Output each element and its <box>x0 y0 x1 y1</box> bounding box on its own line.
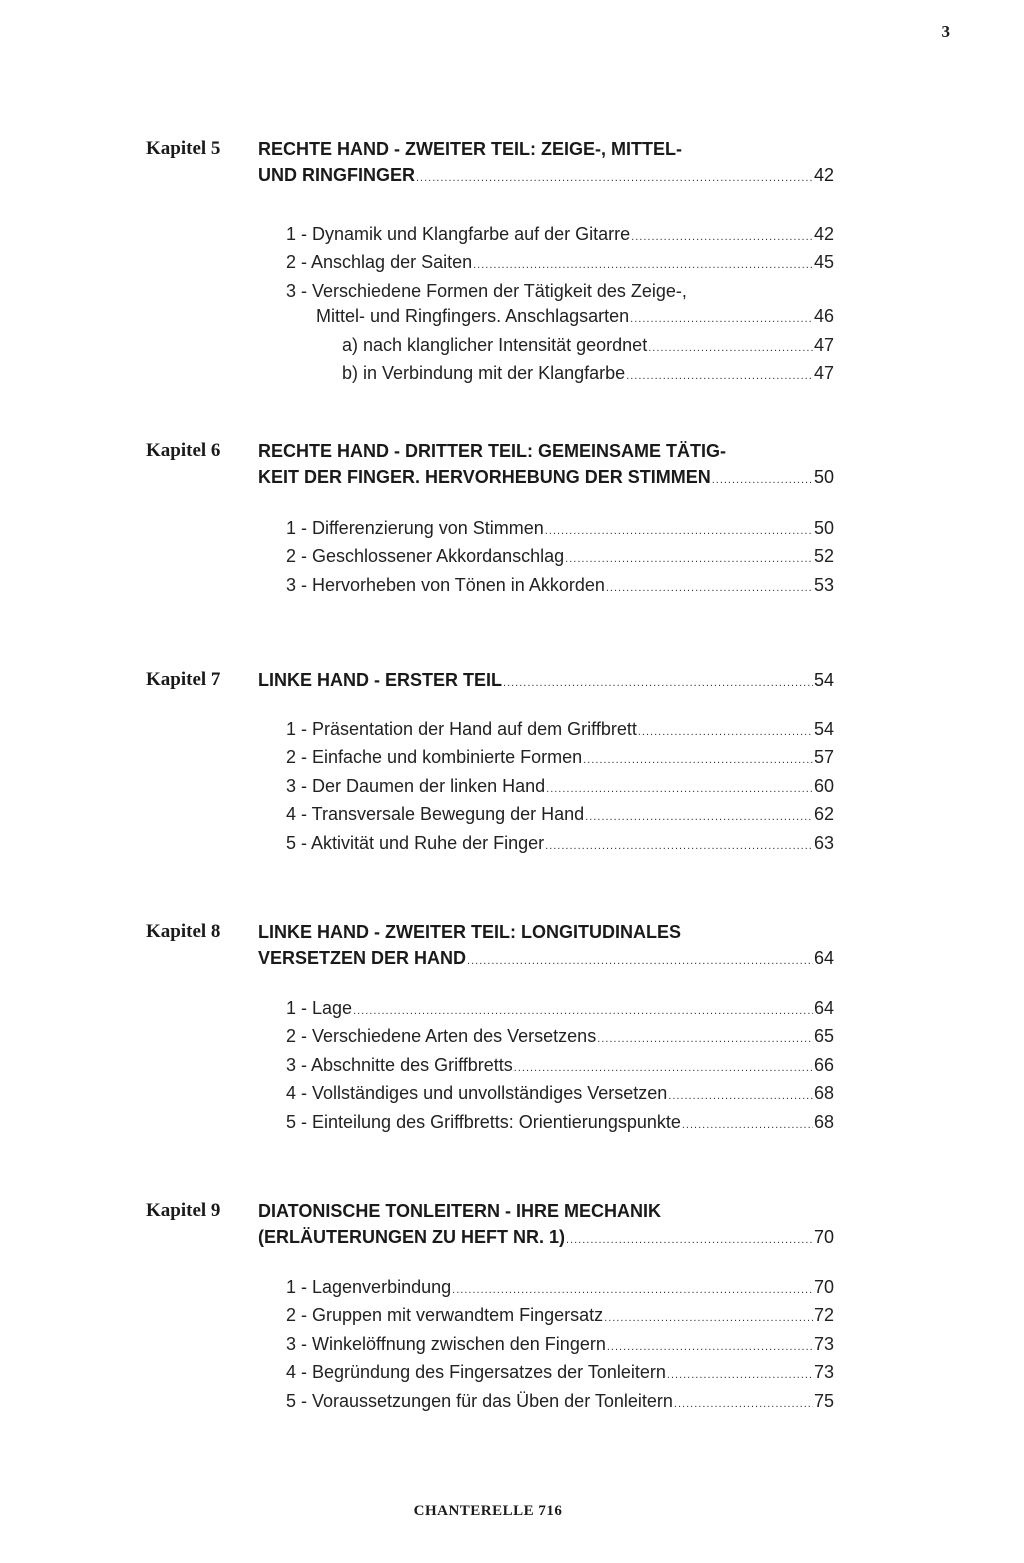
section-entry <box>286 745 834 773</box>
dot-leader <box>473 253 813 278</box>
section-page-number: 75 <box>813 1390 834 1411</box>
dot-leader <box>682 1113 813 1138</box>
dot-leader <box>712 467 813 493</box>
dot-leader <box>585 805 813 830</box>
section-page-number: 60 <box>813 775 834 796</box>
footer-publisher: CHANTERELLE 716 <box>413 1503 563 1519</box>
section-entry <box>286 1275 834 1303</box>
chapter-title-line: LINKE HAND - ZWEITER TEIL: LONGITUDINALES <box>258 922 681 942</box>
dot-leader <box>503 670 813 696</box>
chapter-title-line: DIATONISCHE TONLEITERN - IHRE MECHANIK <box>258 1201 662 1221</box>
chapter-label: Kapitel 6 <box>146 440 221 461</box>
chapter-title-line <box>258 1224 834 1253</box>
section-title: 1 - Lagenverbindung <box>286 1277 452 1297</box>
section-page-number: 53 <box>813 574 834 595</box>
dot-leader <box>630 307 813 332</box>
section-title: 3 - Winkelöffnung zwischen den Fingern <box>286 1333 606 1354</box>
dot-leader <box>514 1056 813 1081</box>
chapter-page-number: 50 <box>813 467 834 487</box>
section-entry <box>286 222 834 250</box>
dot-leader <box>416 165 813 191</box>
section-entry <box>286 1389 834 1417</box>
section-entry <box>286 1332 834 1360</box>
section-page-number: 42 <box>813 224 834 244</box>
dot-leader <box>566 1227 813 1253</box>
section-title: b) in Verbindung mit der Klangfarbe <box>342 363 626 384</box>
section-title: 1 - Differenzierung von Stimmen <box>286 518 544 538</box>
section-title: 1 - Dynamik und Klangfarbe auf der Gitarre <box>286 224 631 244</box>
section-entry <box>286 996 834 1024</box>
chapter-title-text: LINKE HAND - ERSTER TEIL <box>258 670 503 690</box>
dot-leader <box>353 999 813 1024</box>
section-title: 3 - Der Daumen der linken Hand <box>286 775 546 796</box>
section-entry <box>286 544 834 572</box>
section-list <box>286 222 834 389</box>
dot-leader <box>674 1392 813 1417</box>
section-list <box>286 996 834 1138</box>
chapter-title <box>258 438 834 493</box>
section-title: 5 - Voraussetzungen für das Üben der Tonleitern <box>286 1390 673 1411</box>
section-entry <box>286 717 834 745</box>
section-title: 4 - Transversale Bewegung der Hand <box>286 804 585 825</box>
section-title: 4 - Begründung des Fingersatzes der Tonleitern <box>286 1362 666 1383</box>
section-page-number: 70 <box>813 1277 834 1297</box>
section-page-number: 45 <box>813 252 834 273</box>
section-entry <box>286 1303 834 1331</box>
dot-leader <box>668 1084 813 1109</box>
dot-leader <box>597 1027 813 1052</box>
dot-leader <box>545 834 813 859</box>
dot-leader <box>467 948 813 974</box>
section-page-number: 52 <box>813 546 834 567</box>
section-page-number: 47 <box>813 334 834 355</box>
section-title: 5 - Aktivität und Ruhe der Finger <box>286 832 545 853</box>
section-entry <box>286 573 834 601</box>
chapter-page-number: 64 <box>813 948 834 968</box>
section-entry <box>286 1360 834 1388</box>
chapter-page-number: 70 <box>813 1227 834 1247</box>
section-title: 2 - Gruppen mit verwandtem Fingersatz <box>286 1305 604 1326</box>
dot-leader <box>607 1335 813 1360</box>
chapter-title <box>258 667 834 696</box>
section-page-number: 72 <box>813 1305 834 1326</box>
section-entry <box>286 831 834 859</box>
section-title: a) nach klanglicher Intensität geordnet <box>342 334 648 355</box>
chapter-title <box>258 919 834 974</box>
chapter-page-number: 42 <box>813 165 834 185</box>
section-title: 3 - Hervorheben von Tönen in Akkorden <box>286 574 605 595</box>
section-entry <box>286 304 834 332</box>
dot-leader <box>545 519 813 544</box>
section-page-number: 73 <box>813 1362 834 1383</box>
section-list <box>286 516 834 601</box>
section-page-number: 73 <box>813 1333 834 1354</box>
section-entry <box>286 516 834 544</box>
section-page-number: 66 <box>813 1054 834 1075</box>
section-page-number: 64 <box>813 998 834 1018</box>
section-title: 2 - Verschiedene Arten des Versetzens <box>286 1026 597 1047</box>
section-entry <box>286 1053 834 1081</box>
section-page-number: 50 <box>813 518 834 538</box>
chapter-title-text: UND RINGFINGER <box>258 165 415 185</box>
section-entry <box>286 1110 834 1138</box>
section-entry <box>286 774 834 802</box>
dot-leader <box>546 777 813 802</box>
section-page-number: 63 <box>813 832 834 853</box>
section-entry <box>286 1081 834 1109</box>
section-entry <box>286 279 834 304</box>
dot-leader <box>626 364 813 389</box>
section-entry <box>286 802 834 830</box>
chapter-title-line: RECHTE HAND - DRITTER TEIL: GEMEINSAME TÄTIG- <box>258 441 726 461</box>
page-number: 3 <box>941 22 950 41</box>
dot-leader <box>638 720 813 745</box>
chapter-title-text: (ERLÄUTERUNGEN ZU HEFT NR. 1) <box>258 1227 565 1247</box>
dot-leader <box>667 1363 813 1388</box>
dot-leader <box>648 336 813 361</box>
section-title: 3 - Verschiedene Formen der Tätigkeit des Zeige-, <box>286 280 687 301</box>
section-list <box>286 1275 834 1417</box>
section-page-number: 68 <box>813 1083 834 1104</box>
section-entry <box>286 1024 834 1052</box>
section-title: 4 - Vollständiges und unvollständiges Versetzen <box>286 1083 668 1104</box>
section-title: 2 - Anschlag der Saiten <box>286 252 473 273</box>
chapter-label: Kapitel 8 <box>146 921 221 942</box>
section-list <box>286 717 834 859</box>
chapter-label: Kapitel 7 <box>146 669 221 690</box>
section-title: 2 - Geschlossener Akkordanschlag <box>286 546 565 567</box>
chapter-page-number: 54 <box>813 670 834 690</box>
dot-leader <box>604 1306 813 1331</box>
section-page-number: 57 <box>813 747 834 768</box>
dot-leader <box>606 576 813 601</box>
dot-leader <box>565 547 813 572</box>
chapter-title <box>258 136 834 191</box>
section-title: Mittel- und Ringfingers. Anschlagsarten <box>316 306 630 327</box>
section-entry <box>286 250 834 278</box>
section-page-number: 46 <box>813 306 834 327</box>
section-page-number: 62 <box>813 804 834 825</box>
section-page-number: 47 <box>813 363 834 384</box>
chapter-title-line <box>258 464 834 493</box>
section-entry <box>286 361 834 389</box>
chapter-title <box>258 1198 834 1253</box>
chapter-title-line <box>258 945 834 974</box>
section-title: 1 - Präsentation der Hand auf dem Griffbrett <box>286 719 637 739</box>
section-title: 2 - Einfache und kombinierte Formen <box>286 747 583 768</box>
section-page-number: 68 <box>813 1111 834 1132</box>
dot-leader <box>583 748 813 773</box>
chapter-title-line <box>258 667 834 696</box>
chapter-title-text: KEIT DER FINGER. HERVORHEBUNG DER STIMMEN <box>258 467 711 487</box>
chapter-label: Kapitel 5 <box>146 138 221 159</box>
section-title: 1 - Lage <box>286 998 353 1018</box>
section-title: 3 - Abschnitte des Griffbretts <box>286 1054 513 1075</box>
section-page-number: 65 <box>813 1026 834 1047</box>
dot-leader <box>452 1278 813 1303</box>
section-title: 5 - Einteilung des Griffbretts: Orientierungspunkte <box>286 1111 681 1132</box>
chapter-label: Kapitel 9 <box>146 1200 221 1221</box>
section-page-number: 54 <box>813 719 834 739</box>
chapter-title-line: RECHTE HAND - ZWEITER TEIL: ZEIGE-, MITTEL- <box>258 139 682 159</box>
chapter-title-line <box>258 162 834 191</box>
chapter-title-text: VERSETZEN DER HAND <box>258 948 467 968</box>
dot-leader <box>631 225 813 250</box>
section-entry <box>286 333 834 361</box>
